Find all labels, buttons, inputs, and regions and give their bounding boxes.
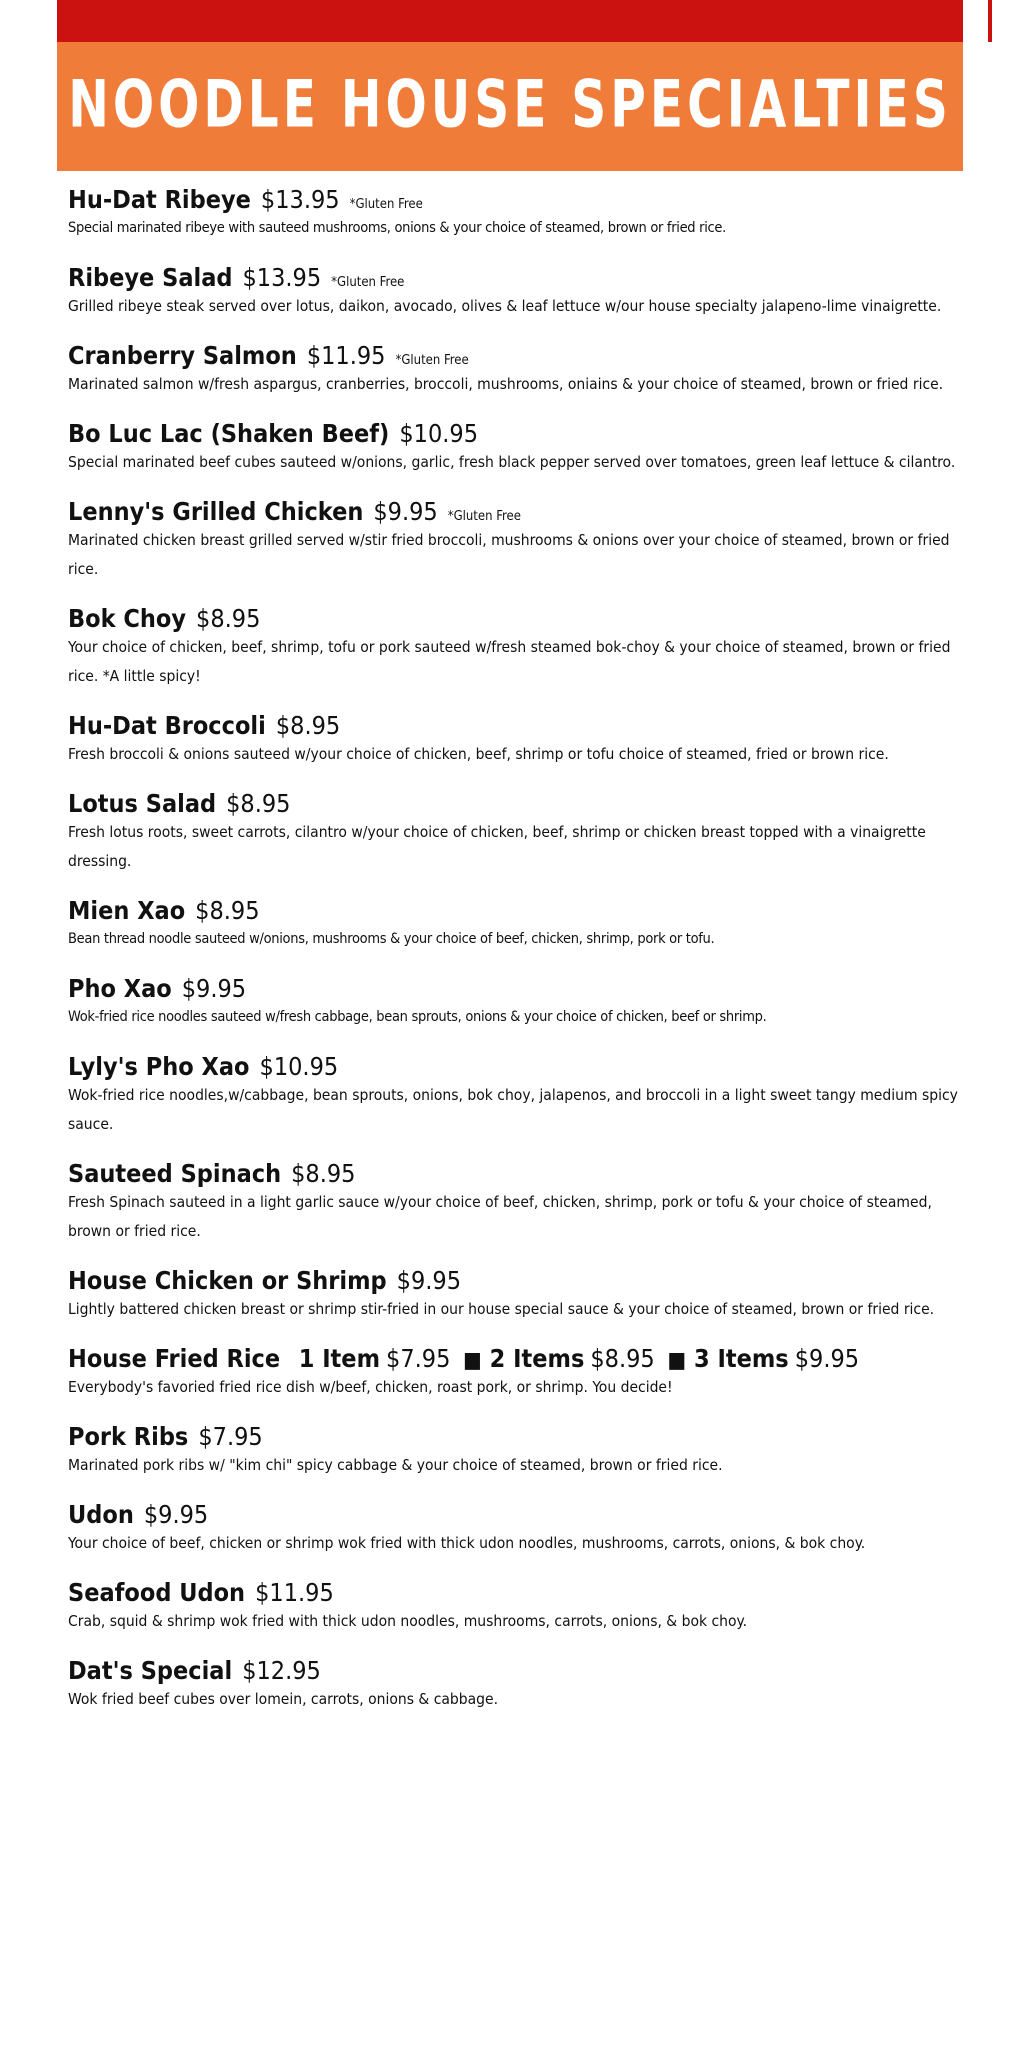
menu-item-note: *Gluten Free: [331, 275, 405, 290]
menu-list: [68, 180, 978, 1729]
menu-item: [68, 1495, 978, 1558]
menu-item-note: *Gluten Free: [349, 197, 423, 212]
menu-item: [68, 492, 978, 584]
menu-item-name: Mien Xao: [68, 896, 186, 925]
option-price: $9.95: [794, 1344, 860, 1373]
menu-item-description: Special marinated ribeye with sauteed mushrooms, onions & your choice of steamed, brown or fried rice.: [68, 220, 726, 236]
menu-item: [68, 1573, 978, 1636]
menu-item: [68, 706, 978, 769]
menu-item-name: Lotus Salad: [68, 789, 217, 818]
option-label: 2 Items: [489, 1344, 585, 1373]
menu-item-description: Your choice of beef, chicken or shrimp wok fried with thick udon noodles, mushrooms, carrots, onions, & bok choy.: [68, 1534, 866, 1552]
header-banner: [57, 42, 963, 171]
menu-item-name: Lyly's Pho Xao: [68, 1052, 250, 1081]
menu-item-name: House Chicken or Shrimp: [68, 1266, 387, 1295]
menu-item-description: Fresh Spinach sauteed in a light garlic sauce w/your choice of beef, chicken, shrimp, pork or tofu & your choice of steamed, brown or fried rice.: [68, 1193, 932, 1240]
menu-item-description: Bean thread noodle sauteed w/onions, mushrooms & your choice of beef, chicken, shrimp, pork or tofu.: [68, 931, 715, 947]
menu-item-price: $13.95: [242, 263, 322, 292]
menu-item-description: Wok fried beef cubes over lomein, carrots, onions & cabbage.: [68, 1690, 499, 1708]
menu-item-name: Hu-Dat Ribeye: [68, 185, 251, 214]
menu-item-description: Wok-fried rice noodles,w/cabbage, bean sprouts, onions, bok choy, jalapenos, and broccoli in a light sweet tangy medium spicy sauce.: [68, 1086, 958, 1133]
menu-item: [68, 414, 978, 477]
menu-item: [68, 1339, 978, 1402]
menu-item-name: House Fried Rice: [68, 1344, 281, 1373]
menu-item-description: Marinated chicken breast grilled served w/stir fried broccoli, mushrooms & onions over your choice of steamed, brown or fried rice.: [68, 531, 950, 578]
menu-item-note: *Gluten Free: [447, 509, 521, 524]
menu-item-description: Fresh lotus roots, sweet carrots, cilantro w/your choice of chicken, beef, shrimp or chicken breast topped with a vinaigrette dressing.: [68, 823, 926, 870]
menu-item-price: $8.95: [275, 711, 341, 740]
menu-item-description: Crab, squid & shrimp wok fried with thick udon noodles, mushrooms, carrots, onions, & bok choy.: [68, 1612, 748, 1630]
menu-item-description: Your choice of chicken, beef, shrimp, tofu or pork sauteed w/fresh steamed bok-choy & your choice of steamed, brown or fried rice. *A little spicy!: [68, 638, 951, 685]
page-title: NOODLE HOUSE SPECIALTIES: [68, 66, 952, 143]
menu-item: [68, 784, 978, 876]
menu-item-price: $10.95: [259, 1052, 339, 1081]
menu-item-price: $11.95: [255, 1578, 334, 1607]
menu-item: [68, 258, 978, 321]
menu-item-description: Lightly battered chicken breast or shrimp stir-fried in our house special sauce & your choice of steamed, brown or fried rice.: [68, 1300, 935, 1318]
menu-item: [68, 969, 978, 1032]
menu-item: [68, 1261, 978, 1324]
menu-item-price: $8.95: [195, 896, 260, 925]
menu-item-price: $8.95: [226, 789, 291, 818]
menu-item: [68, 180, 978, 243]
menu-item-note: *Gluten Free: [395, 353, 469, 368]
menu-item-price: $10.95: [399, 419, 479, 448]
menu-item-price: $12.95: [242, 1656, 321, 1685]
menu-item-name: Hu-Dat Broccoli: [68, 711, 266, 740]
menu-item-price: $9.95: [181, 974, 247, 1003]
menu-item-description: Grilled ribeye steak served over lotus, daikon, avocado, olives & leaf lettuce w/our house specialty jalapeno-lime vinaigrette.: [68, 297, 942, 315]
menu-item-price: $8.95: [196, 604, 261, 633]
menu-item-name: Bok Choy: [68, 604, 187, 633]
menu-item: [68, 599, 978, 691]
edge-bar: [988, 0, 1017, 42]
menu-item-name: Udon: [68, 1500, 134, 1529]
menu-item-price: $8.95: [291, 1159, 356, 1188]
menu-item: [68, 1047, 978, 1139]
menu-item-name: Seafood Udon: [68, 1578, 246, 1607]
menu-item-price: $7.95: [198, 1422, 263, 1451]
menu-item-description: Everybody's favoried fried rice dish w/beef, chicken, roast pork, or shrimp. You decide!: [68, 1378, 673, 1396]
option-label: 3 Items: [694, 1344, 789, 1373]
menu-item-description: Marinated pork ribs w/ "kim chi" spicy cabbage & your choice of steamed, brown or fried rice.: [68, 1456, 723, 1474]
option-label: 1 Item: [298, 1344, 381, 1373]
menu-item-name: Cranberry Salmon: [68, 341, 297, 370]
menu-item-name: Bo Luc Lac (Shaken Beef): [68, 419, 390, 448]
menu-item-description: Special marinated beef cubes sauteed w/onions, garlic, fresh black pepper served over tomatoes, green leaf lettuce & cilantro.: [68, 453, 956, 471]
menu-item-price: $13.95: [260, 185, 340, 214]
menu-item: [68, 1417, 978, 1480]
menu-item: [68, 336, 978, 399]
option-price: $7.95: [386, 1344, 451, 1373]
menu-item-price: $9.95: [373, 497, 438, 526]
menu-item: [68, 1651, 978, 1714]
menu-item-price: $9.95: [143, 1500, 209, 1529]
menu-item-name: Dat's Special: [68, 1656, 233, 1685]
menu-item-description: Wok-fried rice noodles sauteed w/fresh cabbage, bean sprouts, onions & your choice of chicken, beef or shrimp.: [68, 1009, 767, 1025]
menu-item-name: Sauteed Spinach: [68, 1159, 282, 1188]
menu-item-price: $11.95: [306, 341, 386, 370]
menu-item: [68, 891, 978, 954]
menu-item-name: Ribeye Salad: [68, 263, 233, 292]
top-red-bar: [57, 0, 963, 42]
menu-item-price: $9.95: [396, 1266, 462, 1295]
menu-item-name: Pho Xao: [68, 974, 172, 1003]
bullet-separator: ■: [462, 1348, 482, 1373]
menu-item-name: Pork Ribs: [68, 1422, 189, 1451]
menu-item-description: Fresh broccoli & onions sauteed w/your choice of chicken, beef, shrimp or tofu choice of steamed, fried or brown rice.: [68, 745, 889, 763]
option-price: $8.95: [590, 1344, 655, 1373]
menu-item-name: Lenny's Grilled Chicken: [68, 497, 364, 526]
menu-item-description: Marinated salmon w/fresh aspargus, cranberries, broccoli, mushrooms, oniains & your choice of steamed, brown or fried rice.: [68, 375, 944, 393]
bullet-separator: ■: [667, 1348, 687, 1373]
menu-item: [68, 1154, 978, 1246]
